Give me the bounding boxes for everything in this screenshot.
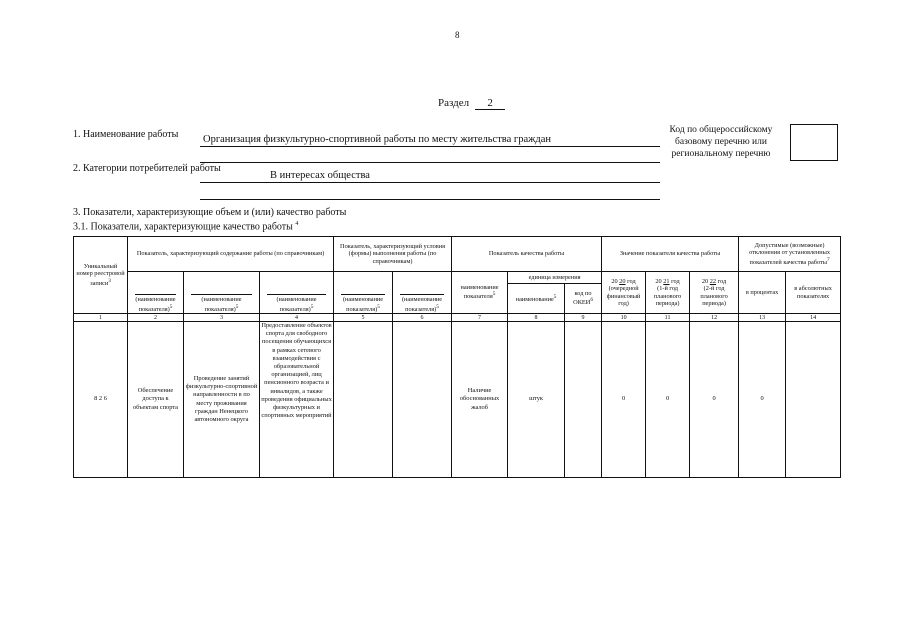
header-okei-code: код по ОКЕИ$^6$ — [565, 284, 602, 314]
column-number: 8 — [508, 314, 565, 322]
header-condition-indicator: Показатель, характеризующий условия (формы) выполнения работы (по справочникам) — [334, 237, 452, 272]
header-name-indicator: (наименование показателя)$^5$ — [128, 272, 184, 314]
column-number: 2 — [128, 314, 184, 322]
consumer-category-underline — [200, 182, 660, 183]
header-name-indicator: (наименование показателя)$^5$ — [260, 272, 334, 314]
page-number: 8 — [455, 30, 460, 40]
consumer-category-value: В интересах общества — [270, 170, 370, 181]
column-number: 11 — [646, 314, 690, 322]
column-number: 10 — [602, 314, 646, 322]
column-number: 3 — [184, 314, 260, 322]
header-unique-number: Уникальный номер реестровой записи$^3$ — [74, 237, 128, 314]
cell-unique-number: 8 2 6 — [74, 322, 128, 478]
header-name-indicator: (наименование показателя)$^5$ — [184, 272, 260, 314]
header-year-1: 20 20 год (очередной финансовый год) — [602, 272, 646, 314]
header-unit: единица измерения — [508, 272, 602, 284]
header-year-2: 20 21 год (1-й год планового периода) — [646, 272, 690, 314]
work-name-value: Организация физкультурно-спортивной работы по месту жительства граждан — [203, 134, 551, 145]
cell-quality-name: Наличие обоснованных жалоб — [452, 322, 508, 478]
cell-year-2-value: 0 — [646, 322, 690, 478]
cell-content-2: Проведение занятий физкультурно-спортивной направленности в по месту проживания граждан Ненецкого автономного округа — [184, 322, 260, 478]
column-number: 9 — [565, 314, 602, 322]
header-absolute: в абсолютных показателях — [786, 272, 841, 314]
header-name-indicator: (наименование показателя)$^5$ — [334, 272, 393, 314]
cell-okei-code — [565, 322, 602, 478]
cell-deviation-percent: 0 — [739, 322, 786, 478]
quality-indicators-table — [73, 236, 841, 478]
column-number: 14 — [786, 314, 841, 322]
work-name-underline — [200, 146, 660, 147]
header-year-3: 20 22 год (2-й год планового периода) — [690, 272, 739, 314]
cell-condition-2 — [393, 322, 452, 478]
header-content-indicator: Показатель, характеризующий содержание работы (по справочникам) — [128, 237, 334, 272]
header-name-indicator: (наименование показателя)$^5$ — [393, 272, 452, 314]
column-number: 13 — [739, 314, 786, 322]
column-number: 1 — [74, 314, 128, 322]
cell-condition-1 — [334, 322, 393, 478]
work-name-label: 1. Наименование работы — [73, 129, 179, 140]
cell-unit-name: штук — [508, 322, 565, 478]
column-number: 6 — [393, 314, 452, 322]
cell-content-3: Предоставление объектов спорта для свободного посещения обучающихся в рамках сетевого взаимодействия с образовательной организацией, лиц пенсионного возраста и инвалидов, а также проведения официальных физкультурных и спортивных мероприятий — [260, 322, 334, 478]
registry-code-box — [790, 124, 838, 161]
cell-year-3-value: 0 — [690, 322, 739, 478]
work-name-underline-2 — [200, 162, 660, 163]
registry-code-label: Код по общероссийскому базовому перечню или региональному перечню — [669, 125, 773, 159]
header-quality-name: наименование показателя$^5$ — [452, 272, 508, 314]
column-number: 12 — [690, 314, 739, 322]
header-indicator-value: Значение показателя качества работы — [602, 237, 739, 272]
column-number-row — [74, 314, 841, 322]
header-quality-indicator: Показатель качества работы — [452, 237, 602, 272]
header-unit-name: наименование$^5$ — [508, 284, 565, 314]
cell-content-1: Обеспечение доступа к объектам спорта — [128, 322, 184, 478]
section-number: 2 — [475, 97, 505, 110]
section-3-heading: 3. Показатели, характеризующие объем и (или) качество работы — [73, 207, 347, 218]
column-number: 7 — [452, 314, 508, 322]
cell-year-1-value: 0 — [602, 322, 646, 478]
cell-deviation-absolute — [786, 322, 841, 478]
consumer-category-underline-2 — [200, 199, 660, 200]
section-3-1-heading: 3.1. Показатели, характеризующие качество работы $^4$ — [73, 221, 299, 233]
column-number: 5 — [334, 314, 393, 322]
table-row — [74, 322, 841, 478]
section-heading — [438, 97, 505, 110]
column-number: 4 — [260, 314, 334, 322]
header-allowed-deviation: Допустимые (возможные) отклонения от установленных показателей качества работы$^7$ — [739, 237, 841, 272]
consumer-category-label: 2. Категории потребителей работы — [73, 163, 221, 174]
section-label: Раздел — [438, 97, 470, 109]
header-percent: в процентах — [739, 272, 786, 314]
